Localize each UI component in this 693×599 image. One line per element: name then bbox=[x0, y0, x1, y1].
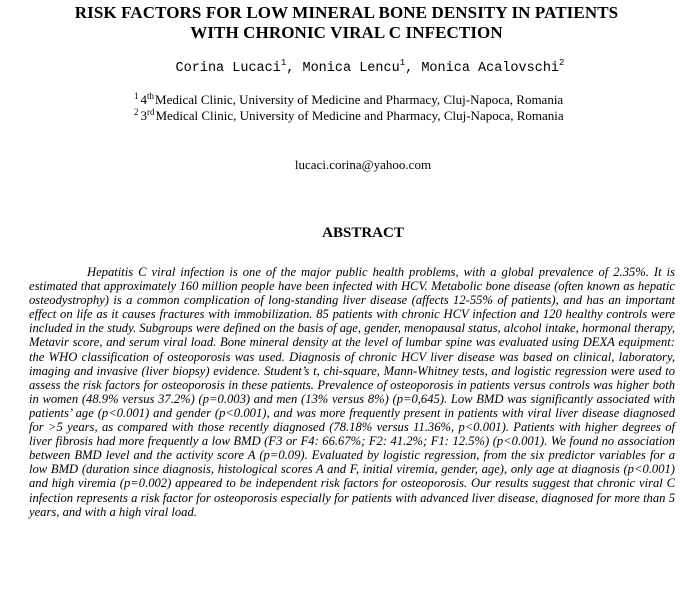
author-list bbox=[0, 60, 693, 78]
affiliation-text: Medical Clinic, University of Medicine and Pharmacy, Cluj-Napoca, Romania bbox=[155, 92, 564, 107]
author-affiliation-mark: 1 bbox=[399, 58, 406, 68]
author-affiliation-mark: 1 bbox=[280, 58, 287, 68]
author-affiliation-mark: 2 bbox=[559, 58, 565, 68]
paper-title-line-1: RISK FACTORS FOR LOW MINERAL BONE DENSITY IN PATIENTS bbox=[74, 3, 619, 22]
affiliation-number: 2 bbox=[134, 107, 139, 117]
author-name: Monica Lencu bbox=[302, 61, 400, 76]
affiliation-ordinal: 3 bbox=[140, 108, 147, 123]
abstract-heading: ABSTRACT bbox=[322, 225, 404, 241]
contact-email: lucaci.corina@yahoo.com bbox=[294, 157, 432, 172]
affiliation-number: 1 bbox=[134, 91, 139, 101]
affiliation-line bbox=[134, 92, 564, 108]
affiliation-list bbox=[134, 92, 564, 124]
paper-title-line-2: WITH CHRONIC VIRAL C INFECTION bbox=[190, 23, 503, 42]
affiliation-ordinal-suffix: rd bbox=[147, 107, 155, 117]
affiliation-ordinal-suffix: th bbox=[147, 91, 155, 101]
author-separator: , bbox=[405, 61, 422, 76]
abstract-body: Hepatitis C viral infection is one of the major public health problems, with a global prevalence of 2.35%. It is estimated that approximately 160 million people have been infected with HCV. Metabolic bone disease (often known as hepatic osteodystrophy) is a common complication of long-standing liver disease (affects 12-55% of patients), and has an important effect on life as it causes fractures with immobilization. 85 patients with chronic HCV infection and 120 healthy controls were included in the study. Subgroups were defined on the basis of age, gender, menopausal status, alcohol intake, hormonal therapy, Metavir score, and serum viral load. Bone mineral density at the level of lumbar spine was evaluated using DEXA equipment: the WHO classification of osteoporosis was used. Diagnosis of chronic HCV liver disease was based on clinical, laboratory, imaging and invasive (liver biopsy) evidence. Student’s t, chi-square, Mann-Whitney tests, and logistic regression were used to assess the risk factors for osteoporosis in these patients. Prevalence of osteoporosis in patients versus controls was higher both in women (48.9% versus 37.2%) (p=0.003) and men (13% versus 8%) (p=0,645). Low BMD was significantly associated with patients’ age (p<0.001) and gender (p<0.001), and was more frequently present in patients with viral liver disease diagnosed for >5 years, as compared with those recently diagnosed (78.18% versus 11.36%, p<0.001). Patients with higher degrees of liver fibrosis had more frequently a low BMD (F3 or F4: 66.67%; F2: 41.2%; F1: 12.5%) (p<0.001). We found no association between BMD level and the activity score A (p=0.09). Evaluated by logistic regression, from the six predictor variables for a low BMD (duration since diagnosis, histological scores A and F, initial viremia, gender, age), only age at diagnosis (p<0.001) and high viremia (p=0.002) appeared to be independent risk factors for osteoporosis. Our results suggest that chronic viral C infection represents a risk factor for osteoporosis especially for patients with advanced liver disease, diagnosed for more than 5 years, and with a high viral load. bbox=[29, 265, 675, 519]
author-separator: , bbox=[286, 61, 303, 76]
affiliation-text: Medical Clinic, University of Medicine and Pharmacy, Cluj-Napoca, Romania bbox=[155, 108, 564, 123]
author-name: Monica Acalovschi bbox=[421, 61, 560, 76]
paper-title bbox=[0, 3, 693, 43]
affiliation-line bbox=[134, 108, 564, 124]
affiliation-ordinal: 4 bbox=[140, 92, 147, 107]
author-name: Corina Lucaci bbox=[175, 61, 281, 76]
